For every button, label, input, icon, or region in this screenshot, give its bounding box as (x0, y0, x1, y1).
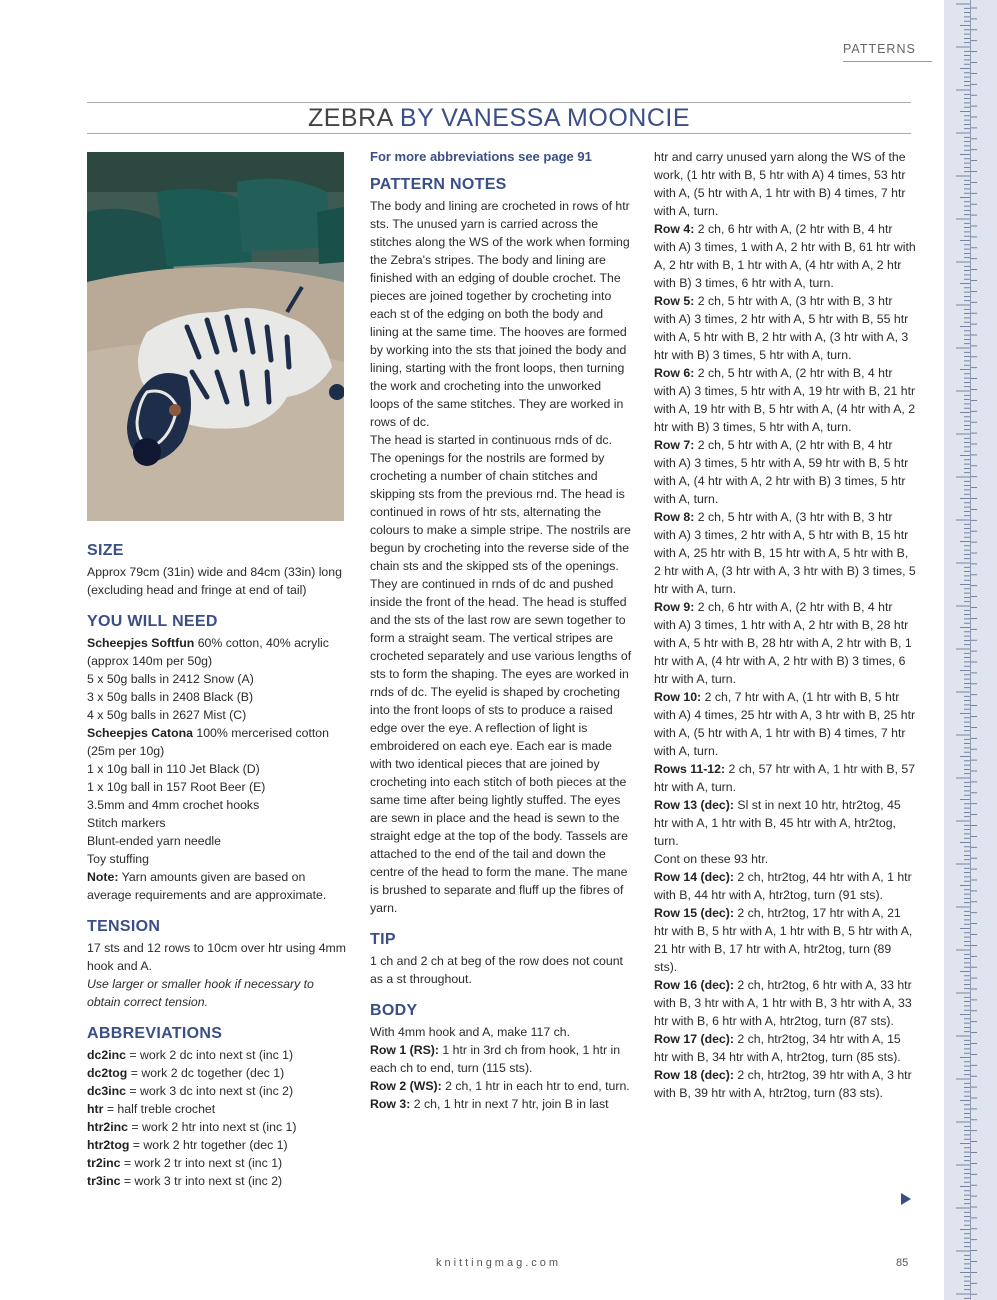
body-row: Rows 11-12: 2 ch, 57 htr with A, 1 htr with B, 57 htr with A, turn. (654, 762, 916, 794)
tension-note: Use larger or smaller hook if necessary to obtain correct tension. (87, 977, 314, 1009)
body-row: Row 1 (RS): 1 htr in 3rd ch from hook, 1 htr in each ch to end, turn (115 sts). (370, 1043, 621, 1075)
body-continued: htr and carry unused yarn along the WS of the work, (1 htr with B, 5 htr with A) 4 times, 53 htr with A, (5 htr with A, 1 htr with B) 4 times, 7 htr with A, turn. (654, 150, 906, 218)
pattern-notes-p2: The head is started in continuous rnds of dc. The openings for the nostrils are formed by crocheting a number of chain stitches and skipping sts from the previous rnd. The head is continued in rows of htr sts, alternating the colours to make a simple stripe. The nostrils are begun by crocheting into the reverse side of the chain sts and the skipped sts of the openings. They are continued in rnds of dc and pushed inside the front of the head. The head is stuffed and the sts of the last row are sewn together to form a straight seam. The vertical stripes are crocheted separately and use various lengths of sts to form the shaping. The eyes are worked in rnds of dc. The eyelid is shaped by crocheting into the front loops of sts to produce a raised edge over the eye. A reflection of light is embroidered on each eye. Each ear is made with two identical pieces that are joined by crocheting into each stitch of both pieces at the same time after being lightly stuffed. The eyes are sewn in place and the head is sewn to the straight edge at the top of the body. Tassels are attached to the end of the tail and down the centre of the head to form the mane. The mane is brushed to separate and fluff up the fibres of yarn. (370, 433, 632, 915)
abbreviations-list (87, 1046, 349, 1190)
title-main: ZEBRA (307, 104, 393, 132)
section-tag-rule (843, 61, 932, 62)
body-row: Row 2 (WS): 2 ch, 1 htr in each htr to end, turn. (370, 1079, 630, 1093)
needs-item: Scheepjes Catona 100% mercerised cotton (25m per 10g) (87, 726, 329, 758)
title-author: BY VANESSA MOONCIE (392, 104, 691, 132)
column-middle (370, 148, 632, 1113)
tip-heading: TIP (370, 931, 396, 948)
title-bottom-rule (87, 133, 911, 134)
body-intro: With 4mm hook and A, make 117 ch. (370, 1025, 571, 1039)
more-abbreviations-note: For more abbreviations see page 91 (370, 149, 592, 164)
body-row: Row 18 (dec): 2 ch, htr2tog, 39 htr with A, 3 htr with B, 39 htr with A, htr2tog, turn (83 sts). (654, 1068, 912, 1100)
column-left (87, 540, 349, 1190)
body-row: Row 15 (dec): 2 ch, htr2tog, 17 htr with A, 21 htr with B, 5 htr with A, 1 htr with B, 5 htr with A, 21 htr with B, 17 htr with A, htr2tog, turn (89 sts). (654, 906, 913, 974)
body-row: Row 3: 2 ch, 1 htr in next 7 htr, join B in last (370, 1097, 609, 1111)
needs-item: Note: Yarn amounts given are based on average requirements and are approximate. (87, 870, 327, 902)
abbreviation-item: tr2inc = work 2 tr into next st (inc 1) (87, 1156, 283, 1170)
abbreviation-item: dc3inc = work 3 dc into next st (inc 2) (87, 1084, 294, 1098)
pattern-notes-heading: PATTERN NOTES (370, 176, 507, 193)
body-row: Row 14 (dec): 2 ch, htr2tog, 44 htr with A, 1 htr with B, 44 htr with A, htr2tog, turn (91 sts). (654, 870, 912, 902)
abbreviations-heading: ABBREVIATIONS (87, 1025, 223, 1042)
footer-website: knittingmag.com (435, 1257, 562, 1269)
body-row: Row 7: 2 ch, 5 htr with A, (2 htr with B, 4 htr with A) 3 times, 5 htr with A, 59 htr with B, 5 htr with A, (4 htr with A, 2 htr with B) 3 times, 5 htr with A, turn. (654, 438, 909, 506)
tip-text: 1 ch and 2 ch at beg of the row does not count as a st throughout. (370, 954, 623, 986)
zebra-rug-illustration (87, 152, 344, 521)
ruler-edge (970, 0, 971, 1300)
needs-list (87, 634, 349, 904)
needs-item: 4 x 50g balls in 2627 Mist (C) (87, 708, 247, 722)
tension-text: 17 sts and 12 rows to 10cm over htr using 4mm hook and A. (87, 941, 347, 973)
body-row: Row 6: 2 ch, 5 htr with A, (2 htr with B, 4 htr with A) 3 times, 5 htr with A, 19 htr with B, 21 htr with A, 19 htr with B, 5 htr with A, (4 htr with A, 2 htr with B) 3 times, 5 htr with A, turn. (654, 366, 916, 434)
body-row: Cont on these 93 htr. (654, 852, 769, 866)
section-tag: PATTERNS (843, 42, 916, 56)
needs-item: Scheepjes Softfun 60% cotton, 40% acrylic (approx 140m per 50g) (87, 636, 329, 668)
body-row: Row 16 (dec): 2 ch, htr2tog, 6 htr with A, 33 htr with B, 3 htr with A, 1 htr with B, 3 htr with A, 33 htr with B, 6 htr with A, htr2tog, turn (87 sts). (654, 978, 912, 1028)
needs-item: 3.5mm and 4mm crochet hooks (87, 798, 260, 812)
size-text: Approx 79cm (31in) wide and 84cm (33in) long (excluding head and fringe at end of tail) (87, 565, 342, 597)
body-row: Row 13 (dec): Sl st in next 10 htr, htr2tog, 45 htr with A, 1 htr with B, 45 htr with A, htr2tog, turn. (654, 798, 901, 848)
column-right (654, 148, 916, 1102)
needs-item: 1 x 10g ball in 110 Jet Black (D) (87, 762, 260, 776)
body-row: Row 8: 2 ch, 5 htr with A, (3 htr with B, 3 htr with A) 3 times, 2 htr with A, 5 htr with B, 15 htr with A, 25 htr with B, 15 htr with A, 5 htr with B, 2 htr with A, (3 htr with A, 3 htr with B) 3 times, 5 htr with A, turn. (654, 510, 916, 596)
needs-item: Stitch markers (87, 816, 166, 830)
size-heading: SIZE (87, 542, 124, 559)
title-top-rule (87, 102, 911, 103)
needs-item: 5 x 50g balls in 2412 Snow (A) (87, 672, 254, 686)
body-row: Row 17 (dec): 2 ch, htr2tog, 34 htr with A, 15 htr with B, 34 htr with A, htr2tog, turn (85 sts). (654, 1032, 901, 1064)
body-row: Row 4: 2 ch, 6 htr with A, (2 htr with B, 4 htr with A) 3 times, 1 with A, 2 htr with B, 61 htr with A, 2 htr with B, 1 htr with A, (4 htr with A, 2 htr with B) 3 times, 6 htr with A, turn. (654, 222, 916, 290)
abbreviation-item: htr2inc = work 2 htr into next st (inc 1) (87, 1120, 297, 1134)
needs-item: 1 x 10g ball in 157 Root Beer (E) (87, 780, 266, 794)
abbreviation-item: dc2tog = work 2 dc together (dec 1) (87, 1066, 285, 1080)
needs-item: 3 x 50g balls in 2408 Black (B) (87, 690, 254, 704)
tension-heading: TENSION (87, 918, 161, 935)
abbreviation-item: dc2inc = work 2 dc into next st (inc 1) (87, 1048, 294, 1062)
needs-item: Toy stuffing (87, 852, 149, 866)
abbreviation-item: tr3inc = work 3 tr into next st (inc 2) (87, 1174, 283, 1188)
continue-arrow-icon (901, 1193, 911, 1205)
abbreviation-item: htr2tog = work 2 htr together (dec 1) (87, 1138, 288, 1152)
page-title (87, 104, 911, 133)
needs-heading: YOU WILL NEED (87, 613, 218, 630)
abbreviation-item: htr = half treble crochet (87, 1102, 216, 1116)
body-row: Row 5: 2 ch, 5 htr with A, (3 htr with B, 3 htr with A) 3 times, 2 htr with A, 5 htr with B, 55 htr with A, 5 htr with B, 2 htr with A, (3 htr with A, 3 htr with B) 3 times, 5 htr with A, turn. (654, 294, 909, 362)
zebra-rug-photo (87, 152, 344, 521)
pattern-notes-p1: The body and lining are crocheted in rows of htr sts. The unused yarn is carried across the stitches along the WS of the work when forming the Zebra's stripes. The body and lining are finished with an edging of double crochet. The pieces are joined together by crocheting into each st of the edging on both the body and lining at the same time. The hooves are formed by working into the sts that joined the body and lining, starting with the front loops, then turning the work and crocheting into the unworked loops of the same stitches. They are worked in rows of dc. (370, 199, 630, 429)
needs-item: Blunt-ended yarn needle (87, 834, 221, 848)
page-number: 85 (896, 1257, 909, 1269)
body-heading: BODY (370, 1002, 418, 1019)
body-row: Row 9: 2 ch, 6 htr with A, (2 htr with B, 4 htr with A) 3 times, 1 htr with A, 2 htr with B, 28 htr with A, 5 htr with B, 28 htr with A, 2 htr with B, 1 htr with A, (4 htr with A, 2 htr with B) 3 times, 6 htr with A, turn. (654, 600, 912, 686)
side-ruler (944, 0, 997, 1300)
body-row: Row 10: 2 ch, 7 htr with A, (1 htr with B, 5 htr with A) 4 times, 25 htr with A, 3 htr with B, 25 htr with A, (5 htr with A, 1 htr with B) 4 times, 7 htr with A, turn. (654, 690, 916, 758)
